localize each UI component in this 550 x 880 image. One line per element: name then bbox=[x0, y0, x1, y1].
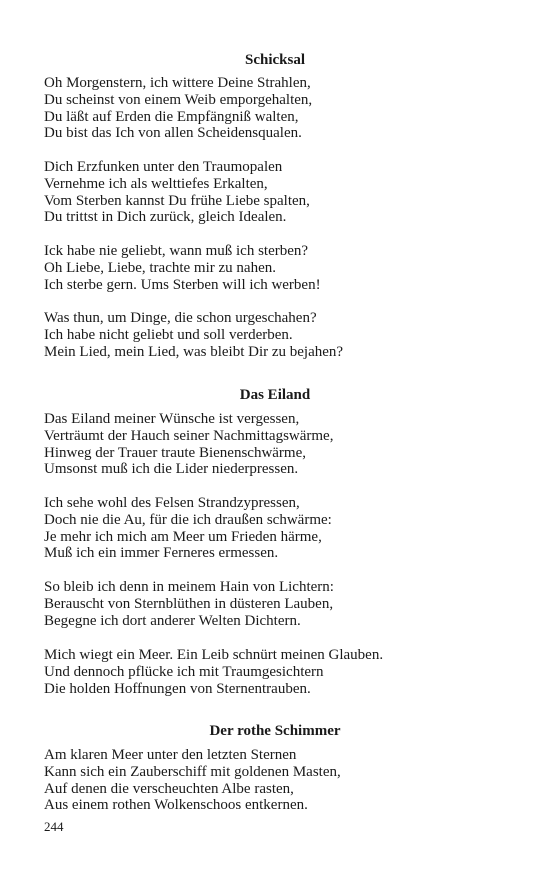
stanza-eiland-2 bbox=[44, 495, 524, 562]
verse-line: Oh Morgenstern, ich wittere Deine Strahlen, bbox=[44, 75, 311, 91]
verse-line: Ich sterbe gern. Ums Sterben will ich werben! bbox=[44, 276, 321, 293]
verse-line: Ich habe nicht geliebt und soll verderben. bbox=[44, 326, 293, 343]
verse-line: Und dennoch pflücke ich mit Traumgesichtern bbox=[44, 663, 324, 680]
verse-line: Du läßt auf Erden die Empfängniß walten, bbox=[44, 108, 299, 125]
verse-line: Vom Sterben kannst Du frühe Liebe spalten, bbox=[44, 192, 310, 209]
verse-line: Begegne ich dort anderer Welten Dichtern. bbox=[44, 612, 301, 629]
stanza-schicksal-3 bbox=[44, 243, 524, 293]
verse-line: Mich wiegt ein Meer. Ein Leib schnürt meinen Glauben. bbox=[44, 647, 384, 663]
verse-line: Am klaren Meer unter den letzten Sternen bbox=[44, 747, 297, 763]
verse-line: Oh Liebe, Liebe, trachte mir zu nahen. bbox=[44, 259, 276, 276]
stanza-schicksal-4 bbox=[44, 310, 524, 360]
verse-line: Du bist das Ich von allen Scheidensqualen. bbox=[44, 125, 302, 142]
verse-line: Auf denen die verscheuchten Albe rasten, bbox=[44, 780, 294, 797]
verse-line: Was thun, um Dinge, die schon urgeschahen? bbox=[44, 310, 317, 326]
verse-line: Aus einem rothen Wolkenschoos entkernen. bbox=[44, 797, 308, 814]
verse-line: Dich Erzfunken unter den Traumopalen bbox=[44, 159, 283, 175]
verse-line: Ich sehe wohl des Felsen Strandzypressen, bbox=[44, 495, 300, 511]
verse-line: Verträumt der Hauch seiner Nachmittagswärme, bbox=[44, 427, 334, 444]
poem-title-schicksal: Schicksal bbox=[244, 52, 305, 68]
stanza-eiland-3 bbox=[44, 579, 524, 629]
verse-line: Die holden Hoffnungen von Sternentrauben. bbox=[44, 680, 311, 697]
stanza-eiland-4 bbox=[44, 647, 524, 697]
poem-title-das-eiland: Das Eiland bbox=[239, 387, 311, 403]
verse-line: Ick habe nie geliebt, wann muß ich sterben? bbox=[44, 243, 309, 259]
stanza-schimmer-1 bbox=[44, 747, 524, 814]
verse-line: So bleib ich denn in meinem Hain von Lichtern: bbox=[44, 579, 334, 595]
stanza-schicksal-2 bbox=[44, 159, 524, 226]
verse-line: Doch nie die Au, für die ich draußen schwärme: bbox=[44, 511, 332, 528]
verse-line: Je mehr ich mich am Meer um Frieden härme, bbox=[44, 528, 322, 545]
verse-line: Du scheinst von einem Weib emporgehalten, bbox=[44, 91, 313, 108]
page-number: 244 bbox=[44, 819, 64, 834]
verse-line: Muß ich ein immer Ferneres ermessen. bbox=[44, 545, 279, 562]
stanza-schicksal-1 bbox=[44, 75, 524, 142]
verse-line: Mein Lied, mein Lied, was bleibt Dir zu bejahen? bbox=[44, 343, 344, 360]
verse-line: Berauscht von Sternblüthen in düsteren Lauben, bbox=[44, 595, 334, 612]
verse-line: Umsonst muß ich die Lider niederpressen. bbox=[44, 461, 299, 478]
verse-line: Hinweg der Trauer traute Bienenschwärme, bbox=[44, 444, 307, 461]
verse-line: Kann sich ein Zauberschiff mit goldenen Masten, bbox=[44, 763, 341, 780]
poem-title-der-rothe-schimmer: Der rothe Schimmer bbox=[209, 723, 341, 739]
verse-line: Vernehme ich als welttiefes Erkalten, bbox=[44, 175, 268, 192]
verse-line: Das Eiland meiner Wünsche ist vergessen, bbox=[44, 411, 300, 427]
stanza-eiland-1 bbox=[44, 411, 524, 478]
verse-line: Du trittst in Dich zurück, gleich Idealen. bbox=[44, 209, 287, 226]
